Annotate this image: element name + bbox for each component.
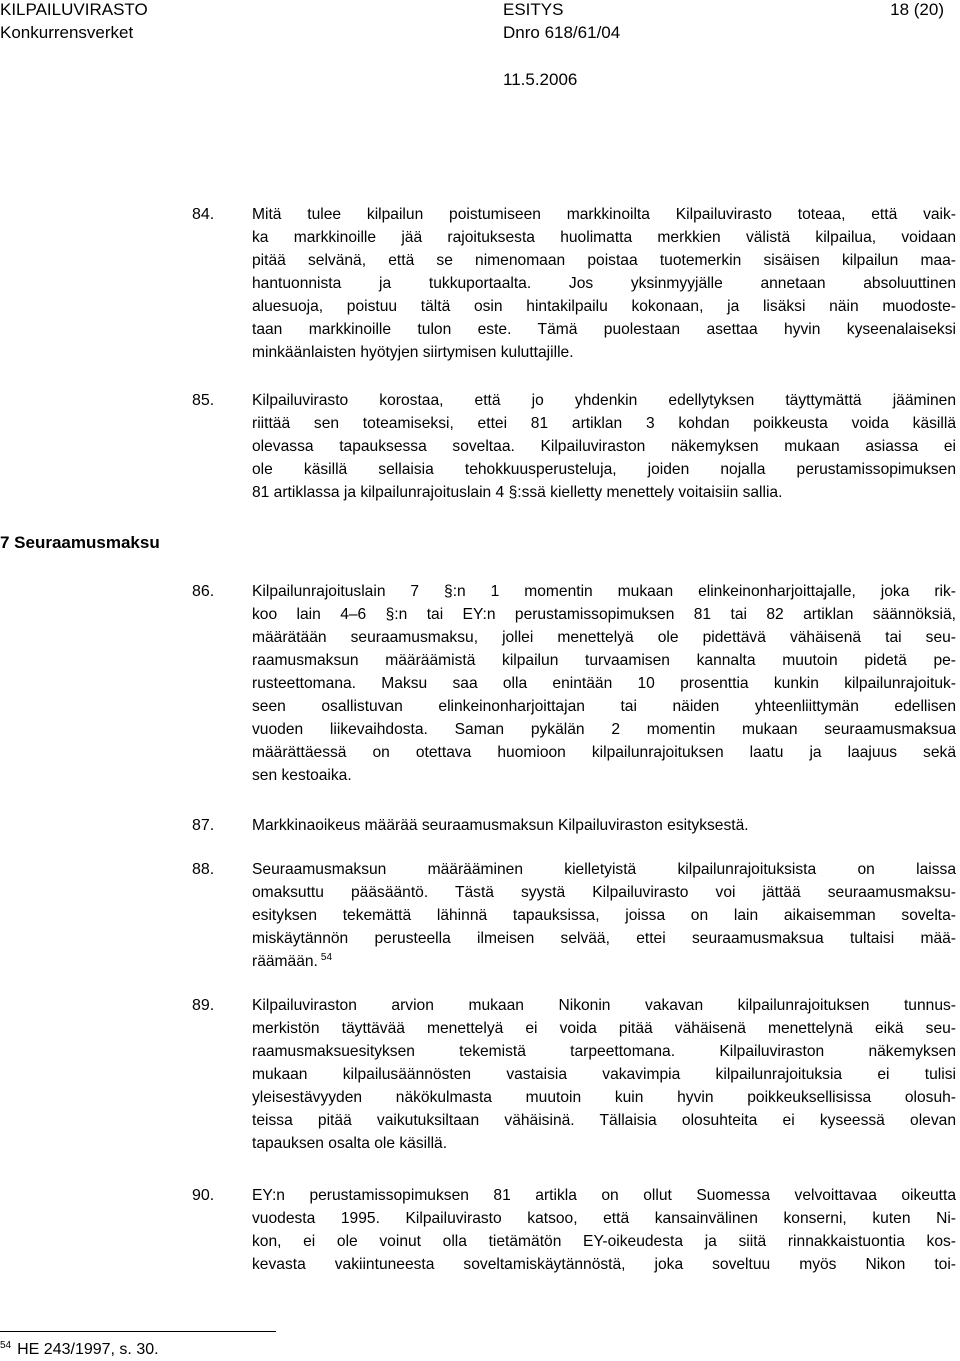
paragraph-text [252, 203, 956, 364]
text-line: Markkinaoikeus määrää seuraamusmaksun Kilpailuviraston esityksestä. [252, 817, 749, 834]
text-line: Kilpailuvirasto korostaa, että jo yhdenkin edellytyksen täyttymättä jääminen [252, 392, 956, 409]
text-line: EY:n perustamissopimuksen 81 artikla on ollut Suomessa velvoittavaa oikeutta [252, 1187, 956, 1204]
paragraph-number: 87. [192, 817, 215, 834]
paragraph-86 [192, 580, 956, 787]
text-line: Seuraamusmaksun määrääminen kielletyistä kilpailunrajoituksista on laissa [252, 861, 956, 878]
footnote-reference[interactable]: 54 [320, 951, 333, 963]
text-line: merkistön täyttävää menettelyä ei voida pitää vähäisenä menettelynä eikä seu- [252, 1020, 956, 1037]
paragraph-84 [192, 203, 956, 364]
text-line: taan markkinoille tulon este. Tämä puolestaan asettaa hyvin kyseenalaiseksi [252, 321, 956, 338]
text-line: Kilpailuviraston arvion mukaan Nikonin vakavan kilpailunrajoituksen tunnus- [252, 997, 956, 1014]
text-line [252, 950, 956, 973]
text-line: omaksuttu pääsääntö. Tästä syystä Kilpailuvirasto voi jättää seuraamusmaksu- [252, 884, 956, 901]
text-line: kon, ei ole voinut olla tietämätön EY-oikeudesta ja siitä rinnakkaistuontia kos- [252, 1233, 956, 1250]
text-line: pitää selvänä, että se nimenomaan poistaa tuotemerkin sisäisen kilpailun maa- [252, 252, 956, 269]
text-line: teissa pitää vaikutuksiltaan vähäisinä. Tällaisia olosuhteita ei kyseessä olevan [252, 1112, 956, 1129]
paragraph-number: 90. [192, 1187, 215, 1204]
paragraph-88 [192, 858, 956, 973]
paragraph-text [252, 580, 956, 787]
text-line: vuodesta 1995. Kilpailuvirasto katsoo, että kansainvälinen konserni, kuten Ni- [252, 1210, 956, 1227]
paragraph-90 [192, 1184, 956, 1276]
text-line: rusteettomana. Maksu saa olla enintään 10 prosenttia kunkin kilpailunrajoituk- [252, 675, 956, 692]
text-line: määrättäessä on otettava huomioon kilpailunrajoituksen laatu ja laajuus sekä [252, 744, 956, 761]
paragraph-number: 89. [192, 997, 215, 1014]
paragraph-text [252, 1184, 956, 1276]
text-line: 81 artiklassa ja kilpailunrajoituslain 4 §:ssä kielletty menettely voitaisiin sallia. [252, 484, 783, 501]
paragraph-number: 88. [192, 861, 215, 878]
header-page-number: 18 (20) [890, 0, 944, 19]
header-document-type: ESITYS [503, 0, 564, 19]
text-line: vuoden liikevaihdosta. Saman pykälän 2 momentin mukaan seuraamusmaksua [252, 721, 956, 738]
text-line: raamusmaksun määräämistä kilpailun turvaamisen kannalta muutoin pidetä pe- [252, 652, 956, 669]
footnote-divider [0, 1331, 276, 1332]
text-line: raamusmaksuesityksen tekemistä tarpeettomana. Kilpailuviraston näkemyksen [252, 1043, 956, 1060]
footnote-number: 54 [0, 1339, 12, 1351]
footnote [0, 1339, 159, 1361]
paragraph-85 [192, 389, 956, 504]
text-line-content: räämään. [252, 953, 318, 970]
text-line: minkäänlaisten hyötyjen siirtymisen kuluttajille. [252, 344, 574, 361]
paragraph-text [252, 389, 956, 504]
text-line: määrätään seuraamusmaksu, jollei menettelyä ole pidettävä vähäisenä tai seu- [252, 629, 956, 646]
text-line: olevassa tapauksessa soveltaa. Kilpailuviraston näkemyksen mukaan asiassa ei [252, 438, 956, 455]
paragraph-number: 85. [192, 392, 215, 409]
paragraph-text [252, 858, 956, 973]
text-line: riittää sen toteamiseksi, ettei 81 artiklan 3 kohdan poikkeusta voida käsillä [252, 415, 956, 432]
text-line: aluesuoja, poistuu tältä osin hintakilpailu kokonaan, ja lisäksi näin muodoste- [252, 298, 956, 315]
header-date: 11.5.2006 [503, 70, 578, 89]
text-line: Kilpailunrajoituslain 7 §:n 1 momentin mukaan elinkeinonharjoittajalle, joka rik- [252, 583, 956, 600]
text-line: ka markkinoille jää rajoituksesta huolimatta merkkien välistä kilpailua, voidaan [252, 229, 956, 246]
header-organization-swedish: Konkurrensverket [0, 23, 134, 42]
text-line: seen osallistuvan elinkeinonharjoittajan tai näiden yhteenliittymän edellisen [252, 698, 956, 715]
text-line: tapauksen osalta ole käsillä. [252, 1135, 448, 1152]
text-line: miskäytännön perusteella ilmeisen selvää, ettei seuraamusmaksua tultaisi mää- [252, 930, 956, 947]
text-line: kevasta vakiintuneesta soveltamiskäytännöstä, joka soveltuu myös Nikon toi- [252, 1256, 956, 1273]
text-line: yleisestävyyden näkökulmasta muutoin kuin hyvin poikkeuksellisissa olosuh- [252, 1089, 956, 1106]
paragraph-89 [192, 994, 956, 1155]
text-line: hantuonnista ja tukkuportaalta. Jos yksinmyyjälle annetaan absoluuttinen [252, 275, 956, 292]
text-line: Mitä tulee kilpailun poistumiseen markkinoilta Kilpailuvirasto toteaa, että vaik- [252, 206, 956, 223]
paragraph-text [252, 994, 956, 1155]
paragraph-number: 84. [192, 206, 215, 223]
header-document-number: Dnro 618/61/04 [503, 23, 621, 42]
text-line: koo lain 4–6 §:n tai EY:n perustamissopimuksen 81 tai 82 artiklan säännöksiä, [252, 606, 956, 623]
header-organization: KILPAILUVIRASTO [0, 0, 148, 19]
section-heading: 7 Seuraamusmaksu [0, 533, 160, 552]
text-line: ole käsillä sellaisia tehokkuusperusteluja, joiden nojalla perustamissopimuksen [252, 461, 956, 478]
text-line: esityksen tekemättä lähinnä tapauksissa, joissa on lain aikaisemman soveltа- [252, 907, 956, 924]
text-line: sen kestoaika. [252, 767, 352, 784]
paragraph-number: 86. [192, 583, 215, 600]
text-line: mukaan kilpailusäännösten vastaisia vakavimpia kilpailunrajoituksia ei tulisi [252, 1066, 956, 1083]
paragraph-text [252, 814, 956, 837]
paragraph-87 [192, 814, 956, 837]
footnote-text: HE 243/1997, s. 30. [17, 1341, 159, 1358]
